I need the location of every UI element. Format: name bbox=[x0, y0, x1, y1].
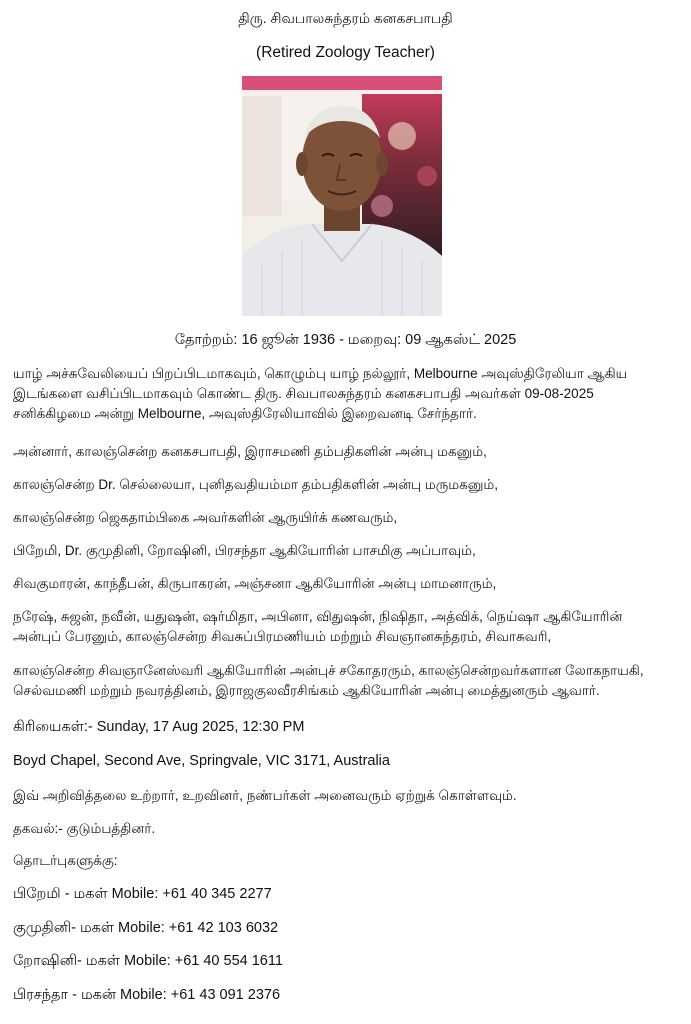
paragraph-line: செல்வமணி மற்றும் நவரத்தினம், இராஜகுலவீரசிங்கம் ஆகியோரின் அன்பு மைத்துனரும் ஆவார். bbox=[13, 683, 600, 698]
intro-line: யாழ் அச்சுவேலியைப் பிறப்பிடமாகவும், கொழும்பு யாழ் நல்லூர், Melbourne அவுஸ்திரேலியா ஆகிய bbox=[13, 366, 628, 381]
paragraph-son-in-law: காலஞ்சென்ற Dr. செல்லையா, புனிதவதியம்மா தம்பதிகளின் அன்பு மருமகனும், bbox=[13, 477, 498, 492]
info-text: தகவல்:- குடும்பத்தினர். bbox=[13, 821, 156, 836]
intro-line: சனிக்கிழமை அன்று Melbourne, அவுஸ்திரேலியாவில் இறைவனடி சேர்ந்தார். bbox=[13, 406, 477, 421]
contacts-heading: தொடர்புகளுக்கு: bbox=[13, 853, 118, 868]
deceased-name: திரு. சிவபாலசுந்தரம் கனகசபாபதி bbox=[238, 10, 453, 26]
funeral-venue: Boyd Chapel, Second Ave, Springvale, VIC 3171, Australia bbox=[13, 753, 390, 769]
contact-item: பிரசந்தா - மகன் Mobile: +61 43 091 2376 bbox=[13, 987, 281, 1003]
intro-line: இடங்களை வசிப்பிடமாகவும் கொண்ட திரு. சிவபாலசுந்தரம் கனகசபாபதி அவர்கள் 09-08-2025 bbox=[13, 386, 594, 401]
paragraph-brother bbox=[13, 661, 679, 701]
funeral-time: கிரியைகள்:- Sunday, 17 Aug 2025, 12:30 PM bbox=[13, 719, 305, 735]
paragraph-father: பிறேமி, Dr. குமுதினி, றோஷினி, பிரசந்தா ஆகியோரின் பாசமிகு அப்பாவும், bbox=[13, 543, 476, 558]
paragraph-line: நரேஷ், சுஜன், நவீன், யதுஷன், ஷர்மிதா, அபினா, விதுஷன், நிஷிதா, அத்விக், நெய்ஷா ஆகியோரின் bbox=[13, 609, 623, 624]
paragraph-husband: காலஞ்சென்ற ஜெகதாம்பிகை அவர்களின் ஆருயிர்க் கணவரும், bbox=[13, 510, 398, 525]
paragraph-line: அன்புப் பேரனும், காலஞ்சென்ற சிவசுப்பிரமணியம் மற்றும் சிவஞானசுந்தரம், சிவாசுவரி, bbox=[13, 629, 552, 644]
paragraph-son: அன்னார், காலஞ்சென்ற கனகசபாபதி, இராசமணி தம்பதிகளின் அன்பு மகனும், bbox=[13, 444, 487, 459]
life-dates: தோற்றம்: 16 ஜூன் 1936 - மறைவு: 09 ஆகஸ்ட் 2025 bbox=[174, 332, 517, 348]
paragraph-father-in-law: சிவகுமாரன், காந்தீபன், கிருபாகரன், அஞ்சனா ஆகியோரின் அன்பு மாமனாரும், bbox=[13, 576, 497, 591]
contact-item: குமுதினி- மகள் Mobile: +61 42 103 6032 bbox=[13, 920, 279, 936]
portrait-image bbox=[242, 76, 442, 316]
contact-item: பிறேமி - மகள் Mobile: +61 40 345 2277 bbox=[13, 886, 272, 902]
paragraph-line: காலஞ்சென்ற சிவஞானேஸ்வரி ஆகியோரின் அன்புச் சகோதரரும், காலஞ்சென்றவர்களான லோகநாயகி, bbox=[13, 663, 644, 678]
deceased-title: (Retired Zoology Teacher) bbox=[256, 44, 435, 61]
portrait-photo bbox=[242, 76, 442, 316]
intro-paragraph bbox=[13, 364, 679, 424]
contact-item: றோஷினி- மகள் Mobile: +61 40 554 1611 bbox=[13, 953, 283, 969]
notice-text: இவ் அறிவித்தலை உற்றார், உறவினர், நண்பர்கள் அனைவரும் ஏற்றுக் கொள்ளவும். bbox=[13, 788, 517, 803]
paragraph-grandfather bbox=[13, 607, 679, 647]
